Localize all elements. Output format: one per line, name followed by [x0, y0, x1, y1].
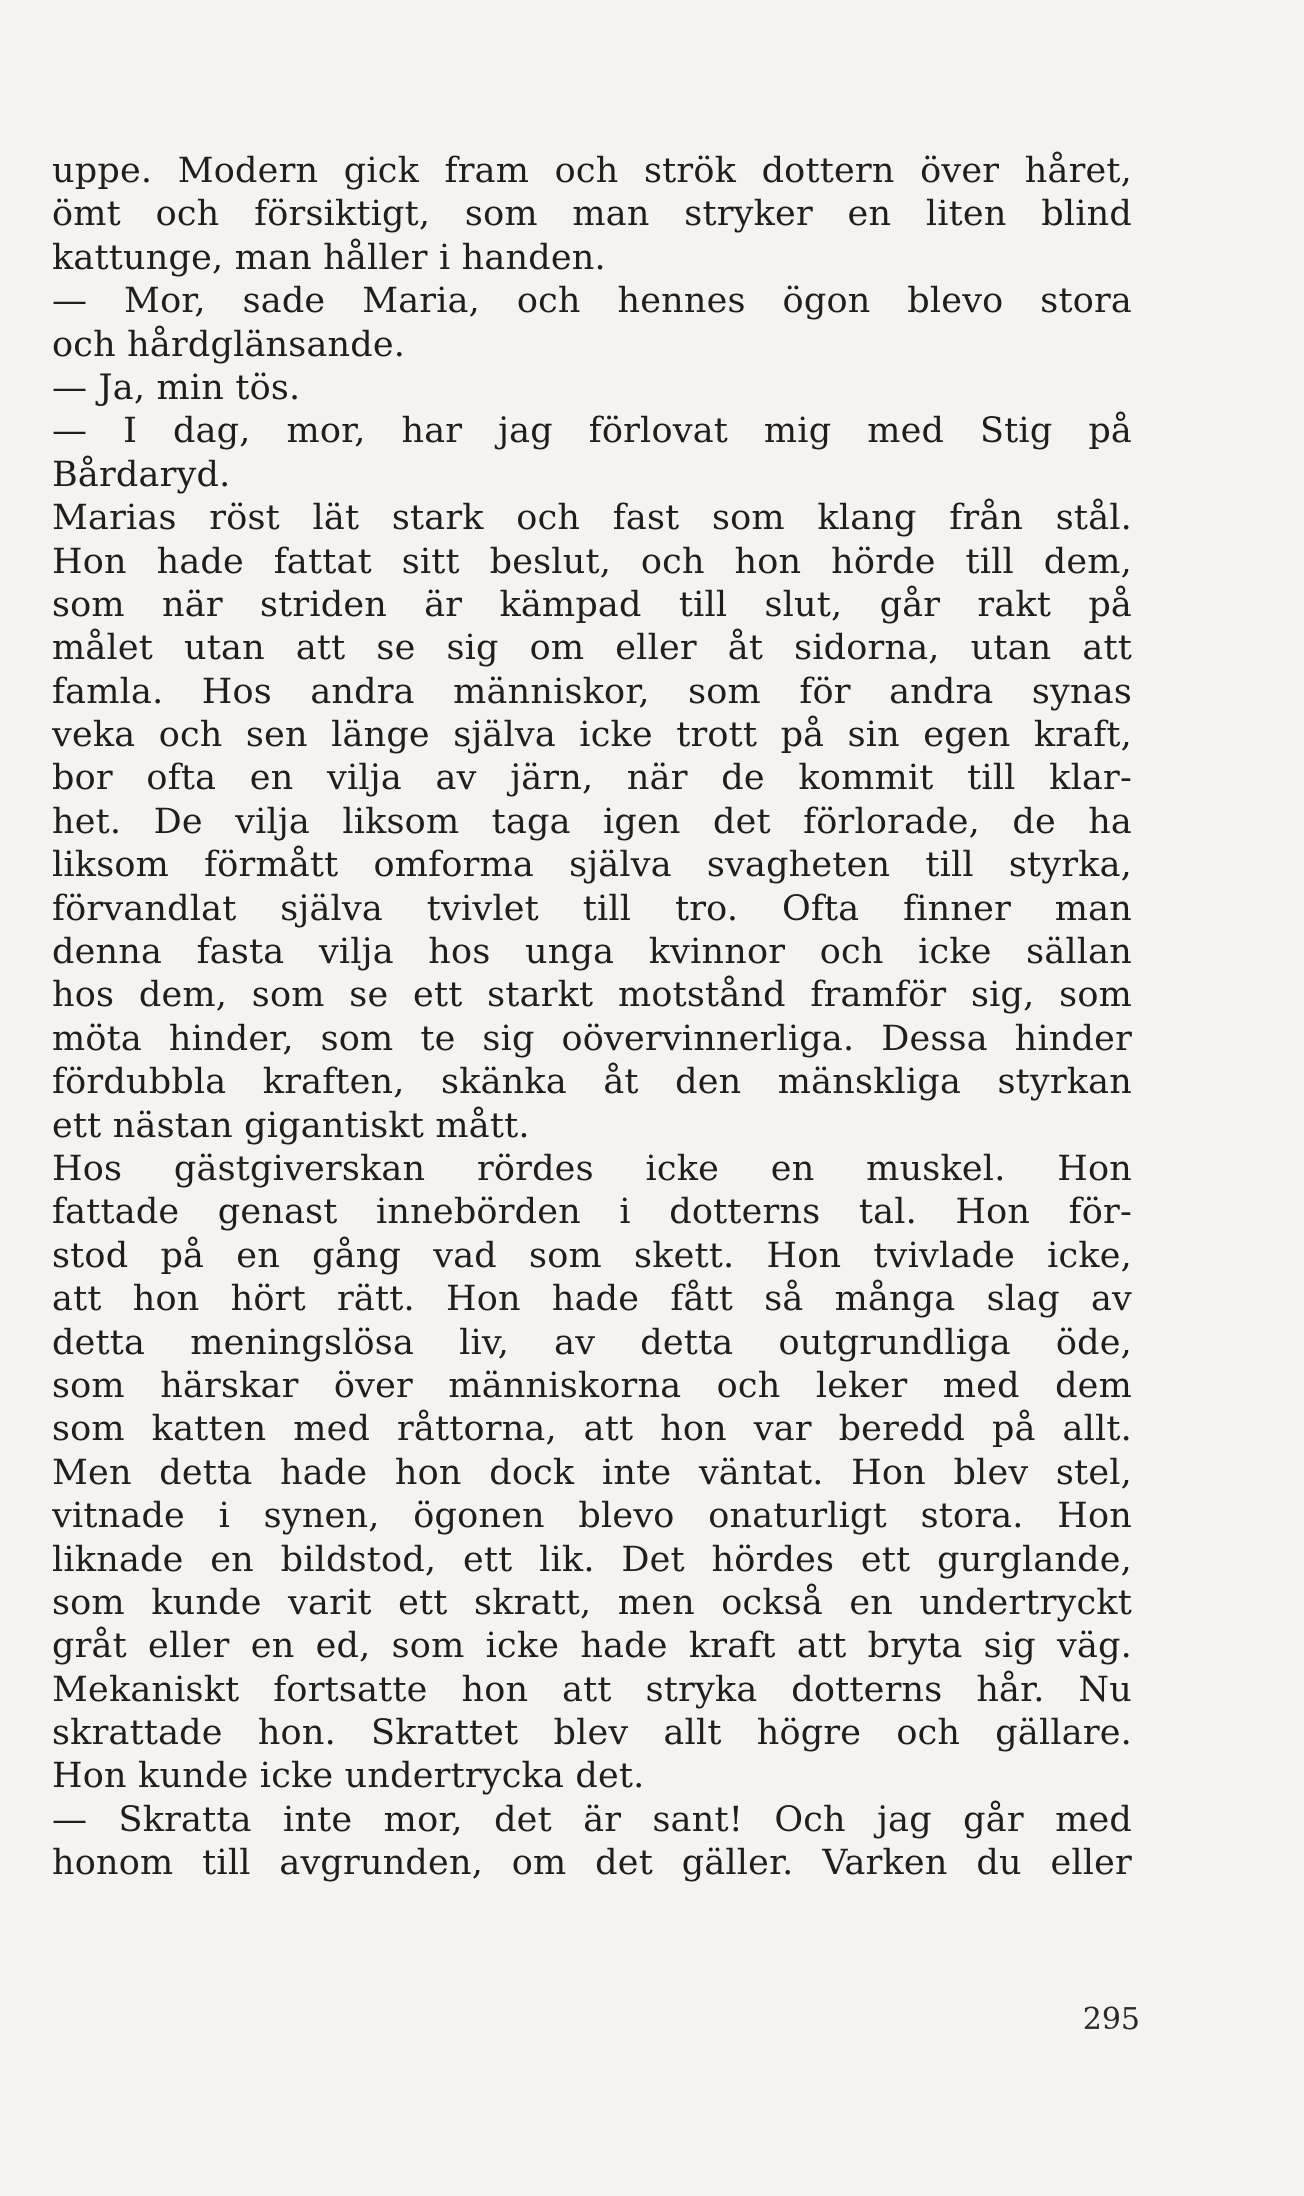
text-line: denna fasta vilja hos unga kvinnor och icke sällan	[52, 932, 1132, 973]
text-line: — Mor, sade Maria, och hennes ögon blevo stora	[52, 281, 1132, 322]
text-line: skrattade hon. Skrattet blev allt högre och gällare.	[52, 1713, 1132, 1754]
text-line: Hos gästgiverskan rördes icke en muskel. Hon	[52, 1148, 1132, 1189]
text-line: att hon hört rätt. Hon hade fått så många slag av	[52, 1279, 1132, 1320]
text-line: som när striden är kämpad till slut, går rakt på	[52, 584, 1132, 625]
text-line: ömt och försiktigt, som man stryker en liten blind	[52, 194, 1132, 235]
text-line: veka och sen länge själva icke trott på sin egen kraft,	[52, 715, 1132, 756]
text-line: liknade en bildstod, ett lik. Det hördes ett gurglande,	[52, 1539, 1132, 1580]
text-line: möta hinder, som te sig oövervinnerliga. Dessa hinder	[52, 1018, 1132, 1059]
text-line: Hon kunde icke undertrycka det.	[52, 1756, 645, 1797]
body-text	[52, 150, 1132, 1886]
text-line: — I dag, mor, har jag förlovat mig med Stig på	[52, 411, 1132, 452]
text-line: hos dem, som se ett starkt motstånd framför sig, som	[52, 975, 1132, 1016]
text-line: het. De vilja liksom taga igen det förlorade, de ha	[52, 801, 1132, 842]
text-line: bor ofta en vilja av järn, när de kommit till klar-	[52, 758, 1132, 799]
text-line: — Ja, min tös.	[52, 367, 301, 408]
text-line: liksom förmått omforma själva svagheten till styrka,	[52, 845, 1132, 886]
text-line: Hon hade fattat sitt beslut, och hon hörde till dem,	[52, 541, 1132, 582]
text-line: fördubbla kraften, skänka åt den mänskliga styrkan	[52, 1062, 1132, 1103]
text-line: som kunde varit ett skratt, men också en undertryckt	[52, 1582, 1132, 1623]
text-line: Marias röst lät stark och fast som klang från stål.	[52, 498, 1132, 539]
text-line: och hårdglänsande.	[52, 324, 406, 365]
text-line: gråt eller en ed, som icke hade kraft att bryta sig väg.	[52, 1626, 1132, 1667]
text-line: vitnade i synen, ögonen blevo onaturligt stora. Hon	[52, 1496, 1132, 1537]
text-line: Bårdaryd.	[52, 454, 231, 495]
text-line: uppe. Modern gick fram och strök dottern över håret,	[52, 151, 1132, 191]
text-line: Mekaniskt fortsatte hon att stryka dotterns hår. Nu	[52, 1669, 1132, 1710]
text-line: målet utan att se sig om eller åt sidorna, utan att	[52, 628, 1132, 669]
text-line: Men detta hade hon dock inte väntat. Hon blev stel,	[52, 1452, 1132, 1493]
text-line: förvandlat själva tvivlet till tro. Ofta finner man	[52, 888, 1132, 929]
text-line: detta meningslösa liv, av detta outgrundliga öde,	[52, 1322, 1132, 1363]
text-line: stod på en gång vad som skett. Hon tvivlade icke,	[52, 1235, 1132, 1276]
text-line: som katten med råttorna, att hon var beredd på allt.	[52, 1409, 1132, 1450]
page-number: 295	[1082, 2002, 1140, 2037]
text-line: famla. Hos andra människor, som för andra synas	[52, 671, 1132, 712]
text-line: kattunge, man håller i handen.	[52, 237, 606, 278]
text-line: — Skratta inte mor, det är sant! Och jag går med	[52, 1799, 1132, 1840]
text-line: som härskar över människorna och leker med dem	[52, 1365, 1132, 1406]
text-line: ett nästan gigantiskt mått.	[52, 1105, 530, 1146]
text-line: honom till avgrunden, om det gäller. Varken du eller	[52, 1843, 1132, 1884]
text-line: fattade genast innebörden i dotterns tal. Hon för-	[52, 1192, 1132, 1233]
